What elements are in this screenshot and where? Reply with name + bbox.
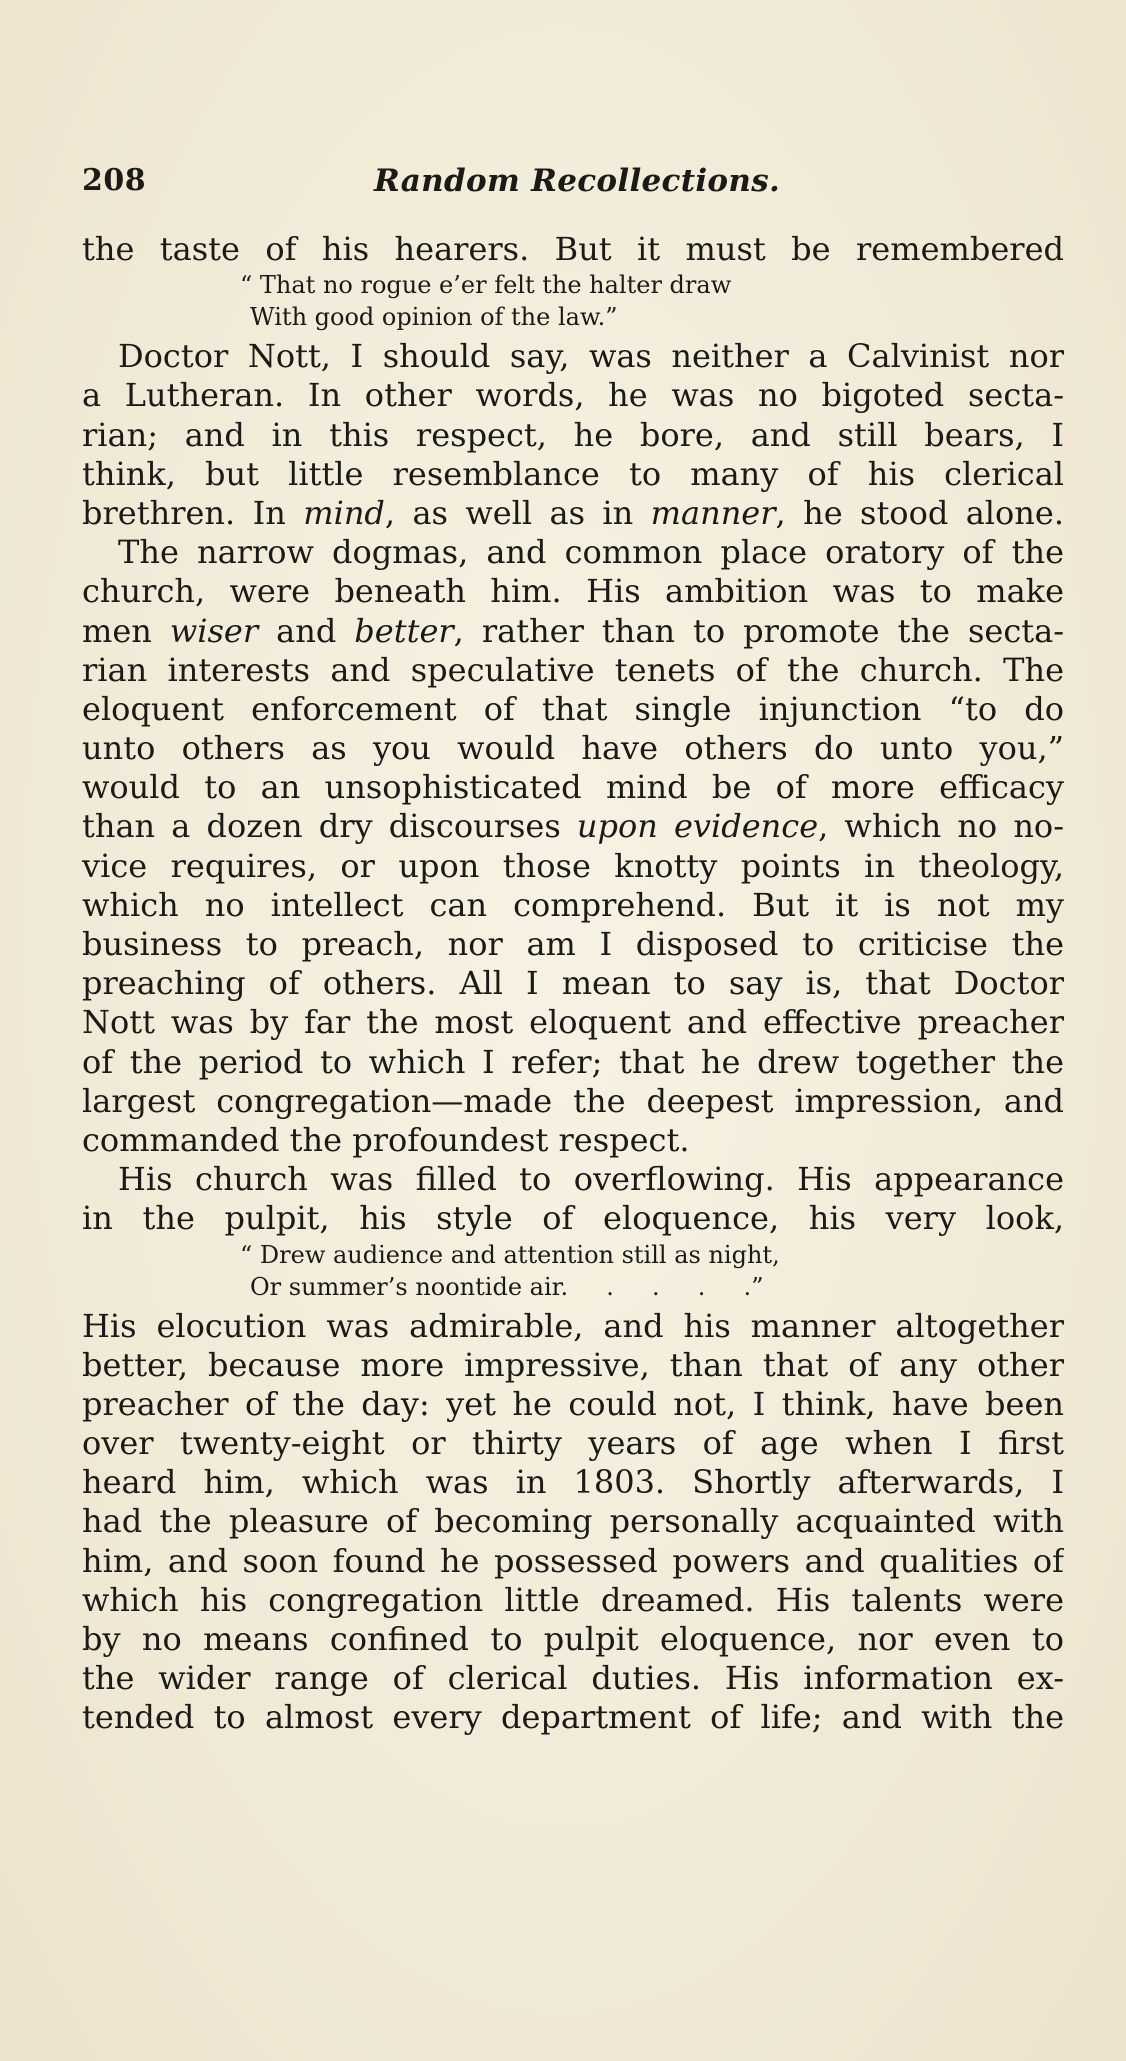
running-title: Random Recollections. bbox=[374, 163, 781, 199]
text-line: heard him, which was in 1803. Shortly afterwards, I bbox=[82, 1463, 1064, 1502]
text-line: think, but little resemblance to many of his clerical bbox=[82, 454, 1064, 493]
text-run: , rather than to promote the secta- bbox=[453, 611, 1064, 650]
text-line: him, and soon found he possessed powers and qualities of bbox=[82, 1541, 1064, 1580]
text-line: eloquent enforcement of that single injunction “to do bbox=[82, 689, 1064, 728]
text-line: of the period to which I refer; that he drew together the bbox=[82, 1042, 1064, 1081]
text-line: by no means confined to pulpit eloquence, nor even to bbox=[82, 1620, 1064, 1658]
text-line: vice requires, or upon those knotty points in theology, bbox=[82, 846, 1064, 885]
text-line: would to an unsophisticated mind be of more efficacy bbox=[82, 768, 1064, 807]
text-run: than a dozen dry discourses bbox=[82, 807, 577, 846]
text-line: rian interests and speculative tenets of the church. The bbox=[82, 650, 1064, 689]
page-header bbox=[82, 163, 1062, 203]
text-run: men bbox=[82, 611, 170, 650]
italic-word: wiser bbox=[169, 611, 259, 650]
text-line: had the pleasure of becoming personally acquainted with bbox=[82, 1502, 1064, 1541]
text-line: over twenty-eight or thirty years of age when I first bbox=[82, 1424, 1064, 1463]
italic-word: mind bbox=[303, 493, 385, 532]
verse-line: With good opinion of the law.” bbox=[250, 303, 618, 332]
text-line: a Lutheran. In other words, he was no bigoted secta- bbox=[82, 376, 1064, 415]
text-run: , which no no- bbox=[818, 807, 1064, 846]
text-line: preacher of the day: yet he could not, I think, have been bbox=[82, 1384, 1064, 1423]
text-run: and bbox=[258, 611, 355, 650]
text-run: , as well as in bbox=[384, 493, 651, 532]
text-line: in the pulpit, his style of eloquence, his very look, bbox=[82, 1199, 1064, 1238]
text-line: tended to almost every department of life; and with the bbox=[82, 1698, 1064, 1737]
page-number: 208 bbox=[82, 163, 147, 198]
verse-quote bbox=[82, 1239, 1064, 1303]
text-line: unto others as you would have others do unto you,” bbox=[82, 729, 1064, 768]
verse-quote bbox=[82, 269, 1064, 333]
paragraph-start-line: Doctor Nott, I should say, was neither a Calvinist nor bbox=[118, 337, 1064, 376]
text-line: commanded the profoundest respect. bbox=[82, 1120, 690, 1159]
text-line bbox=[82, 807, 1064, 846]
italic-word: manner bbox=[650, 493, 776, 532]
text-run: , he stood alone. bbox=[775, 493, 1064, 532]
text-line: largest congregation—made the deepest impression, and bbox=[82, 1081, 1064, 1120]
text-line: preaching of others. All I mean to say is, that Doctor bbox=[82, 964, 1064, 1003]
text-line: which no intellect can comprehend. But it is not my bbox=[82, 885, 1064, 924]
text-line: better, because more impressive, than that of any other bbox=[82, 1345, 1064, 1384]
text-line bbox=[82, 494, 1064, 533]
text-line bbox=[82, 612, 1064, 651]
body-text bbox=[82, 230, 1064, 1738]
paragraph-start-line: His church was filled to overflowing. His appearance bbox=[118, 1160, 1064, 1199]
text-line: the wider range of clerical duties. His information ex- bbox=[82, 1659, 1064, 1698]
text-line: the taste of his hearers. But it must be remembered bbox=[82, 230, 1064, 268]
verse-line: “ Drew audience and attention still as night, bbox=[240, 1240, 780, 1269]
text-line: which his congregation little dreamed. His talents were bbox=[82, 1580, 1064, 1619]
italic-word: upon evidence bbox=[576, 807, 819, 846]
text-line: His elocution was admirable, and his manner altogether bbox=[82, 1306, 1064, 1345]
text-run: brethren. In bbox=[82, 493, 304, 532]
italic-word: better bbox=[354, 611, 454, 650]
text-line: rian; and in this respect, he bore, and still bears, I bbox=[82, 415, 1064, 454]
paragraph-start-line: The narrow dogmas, and common place oratory of the bbox=[118, 533, 1064, 572]
text-line: business to preach, nor am I disposed to criticise the bbox=[82, 925, 1064, 963]
verse-line: Or summer’s noontide air. . . . .” bbox=[250, 1272, 764, 1301]
text-line: Nott was by far the most eloquent and effective preacher bbox=[82, 1003, 1064, 1042]
verse-line: “ That no rogue e’er felt the halter draw bbox=[240, 271, 732, 300]
text-line: church, were beneath him. His ambition was to make bbox=[82, 572, 1064, 611]
